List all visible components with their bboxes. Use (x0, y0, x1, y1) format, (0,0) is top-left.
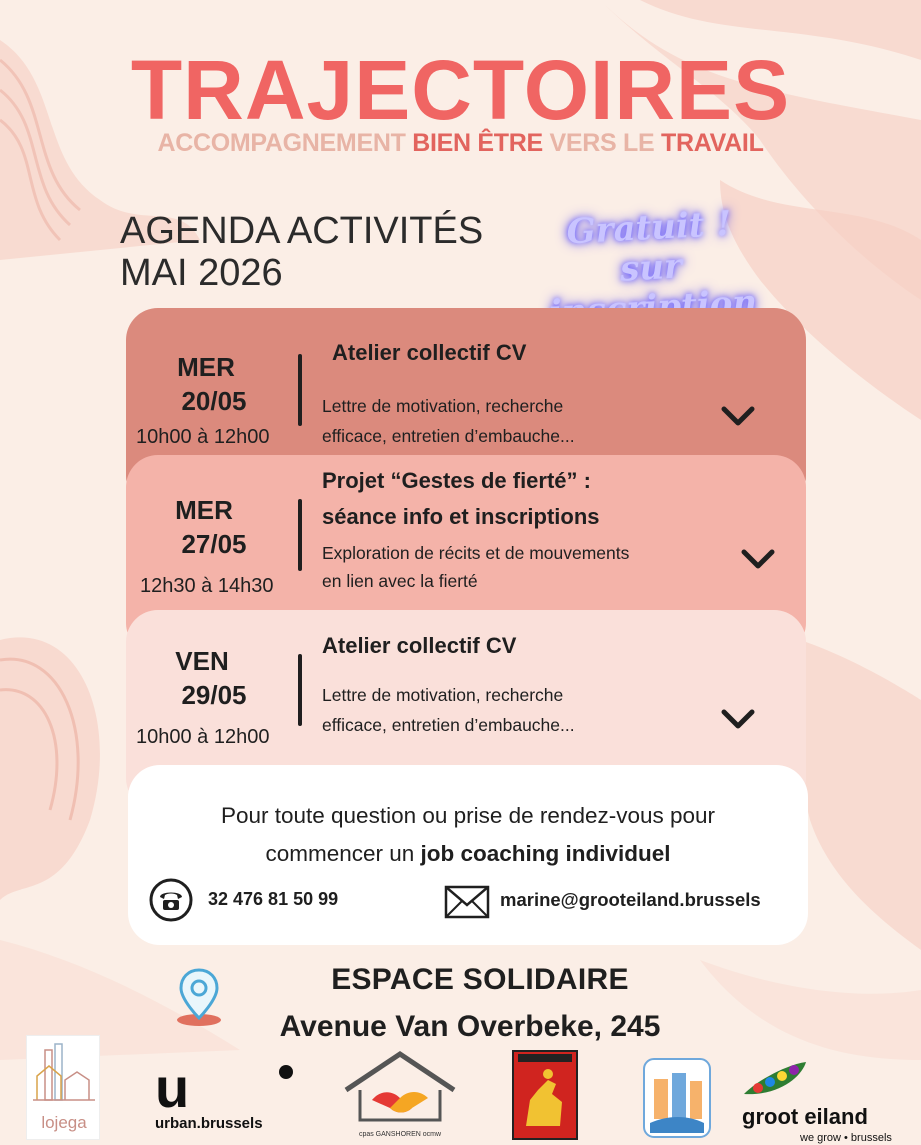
event-day: VEN (175, 646, 229, 676)
event-date: 20/05 (181, 386, 247, 416)
page-title: TRAJECTOIRES (130, 43, 791, 137)
contact-line2-bold: job coaching individuel (420, 841, 671, 866)
chevron-down-icon[interactable] (740, 547, 776, 571)
page-subtitle (0, 129, 921, 158)
agenda-heading (120, 210, 483, 294)
cpas-ganshoren-logo (340, 1050, 460, 1140)
subtitle-part2: VERS LE (542, 129, 662, 157)
agenda-line1: AGENDA ACTIVITÉS (120, 210, 484, 252)
event-day: MER (177, 352, 235, 382)
event-desc-line1: Lettre de motivation, recherche (322, 396, 564, 416)
phone-icon (148, 877, 194, 923)
event-time: 10h00 à 12h00 (136, 426, 270, 448)
mail-icon (444, 885, 490, 919)
lojega-logo (26, 1035, 100, 1140)
event-divider (298, 499, 302, 571)
groot-eiland-tagline: we grow • brussels (800, 1132, 892, 1144)
event-desc-line1: Lettre de motivation, recherche (322, 685, 564, 705)
lojega-text: lojega (41, 1113, 87, 1132)
event-desc-line1: Exploration de récits et de mouvements (322, 543, 630, 563)
contact-line2-prefix: commencer un (265, 841, 421, 866)
groot-eiland-logo (740, 1058, 910, 1143)
event-divider (298, 654, 302, 726)
event-time: 12h30 à 14h30 (140, 575, 274, 597)
event-desc-line2: en lien avec la fierté (322, 571, 478, 591)
agenda-line2: MAI 2026 (120, 252, 283, 294)
handshake-house-icon (340, 1050, 460, 1130)
villas-ganshoren-logo (638, 1045, 716, 1140)
contact-line1: Pour toute question ou prise de rendez-vous pour (220, 803, 716, 828)
contact-text (128, 797, 808, 873)
event-desc-line2: efficace, entretien d’embauche... (322, 426, 575, 446)
groot-eiland-name: groot eiland (742, 1104, 868, 1129)
venue-name: ESPACE SOLIDAIRE (331, 963, 629, 996)
event-desc-line2: efficace, entretien d’embauche... (322, 715, 575, 735)
location-pin-icon (174, 966, 224, 1028)
subtitle-part1: ACCOMPAGNEMENT (157, 129, 413, 157)
email-address[interactable]: marine@grooteiland.brussels (500, 889, 761, 910)
venue-address: Avenue Van Overbeke, 245 (279, 1010, 661, 1043)
subtitle-highlight-1: BIEN ÊTRE (412, 129, 543, 157)
free-badge-line1: Gratuit ! (565, 203, 733, 253)
contact-line2 (128, 835, 808, 873)
peapod-icon (740, 1058, 810, 1102)
chevron-down-icon[interactable] (720, 404, 756, 428)
cpas-text: cpas GANSHOREN ocmw (358, 1131, 442, 1138)
contact-card (128, 765, 808, 945)
event-title-line1: Projet “Gestes de fierté” : (322, 468, 591, 493)
event-date: 29/05 (181, 680, 247, 710)
ganshoren-crest-icon (512, 1050, 578, 1140)
event-title: Atelier collectif CV (322, 633, 517, 658)
event-day: MER (175, 495, 233, 525)
urban-u-mark: u (155, 1056, 190, 1119)
urban-text: urban.brussels (155, 1115, 263, 1132)
urban-dot (279, 1065, 293, 1079)
lojega-buildings-icon (27, 1036, 101, 1116)
free-badge-line2: sur (619, 246, 683, 290)
chevron-down-icon[interactable] (720, 707, 756, 731)
event-title: Atelier collectif CV (332, 340, 527, 365)
event-date: 27/05 (181, 529, 247, 559)
urban-brussels-logo (155, 1056, 325, 1140)
event-divider (298, 354, 302, 426)
event-title-line2: séance info et inscriptions (322, 504, 600, 529)
phone-number[interactable]: 32 476 81 50 99 (208, 889, 339, 909)
event-time: 10h00 à 12h00 (136, 726, 270, 748)
subtitle-highlight-2: TRAVAIL (661, 129, 764, 157)
